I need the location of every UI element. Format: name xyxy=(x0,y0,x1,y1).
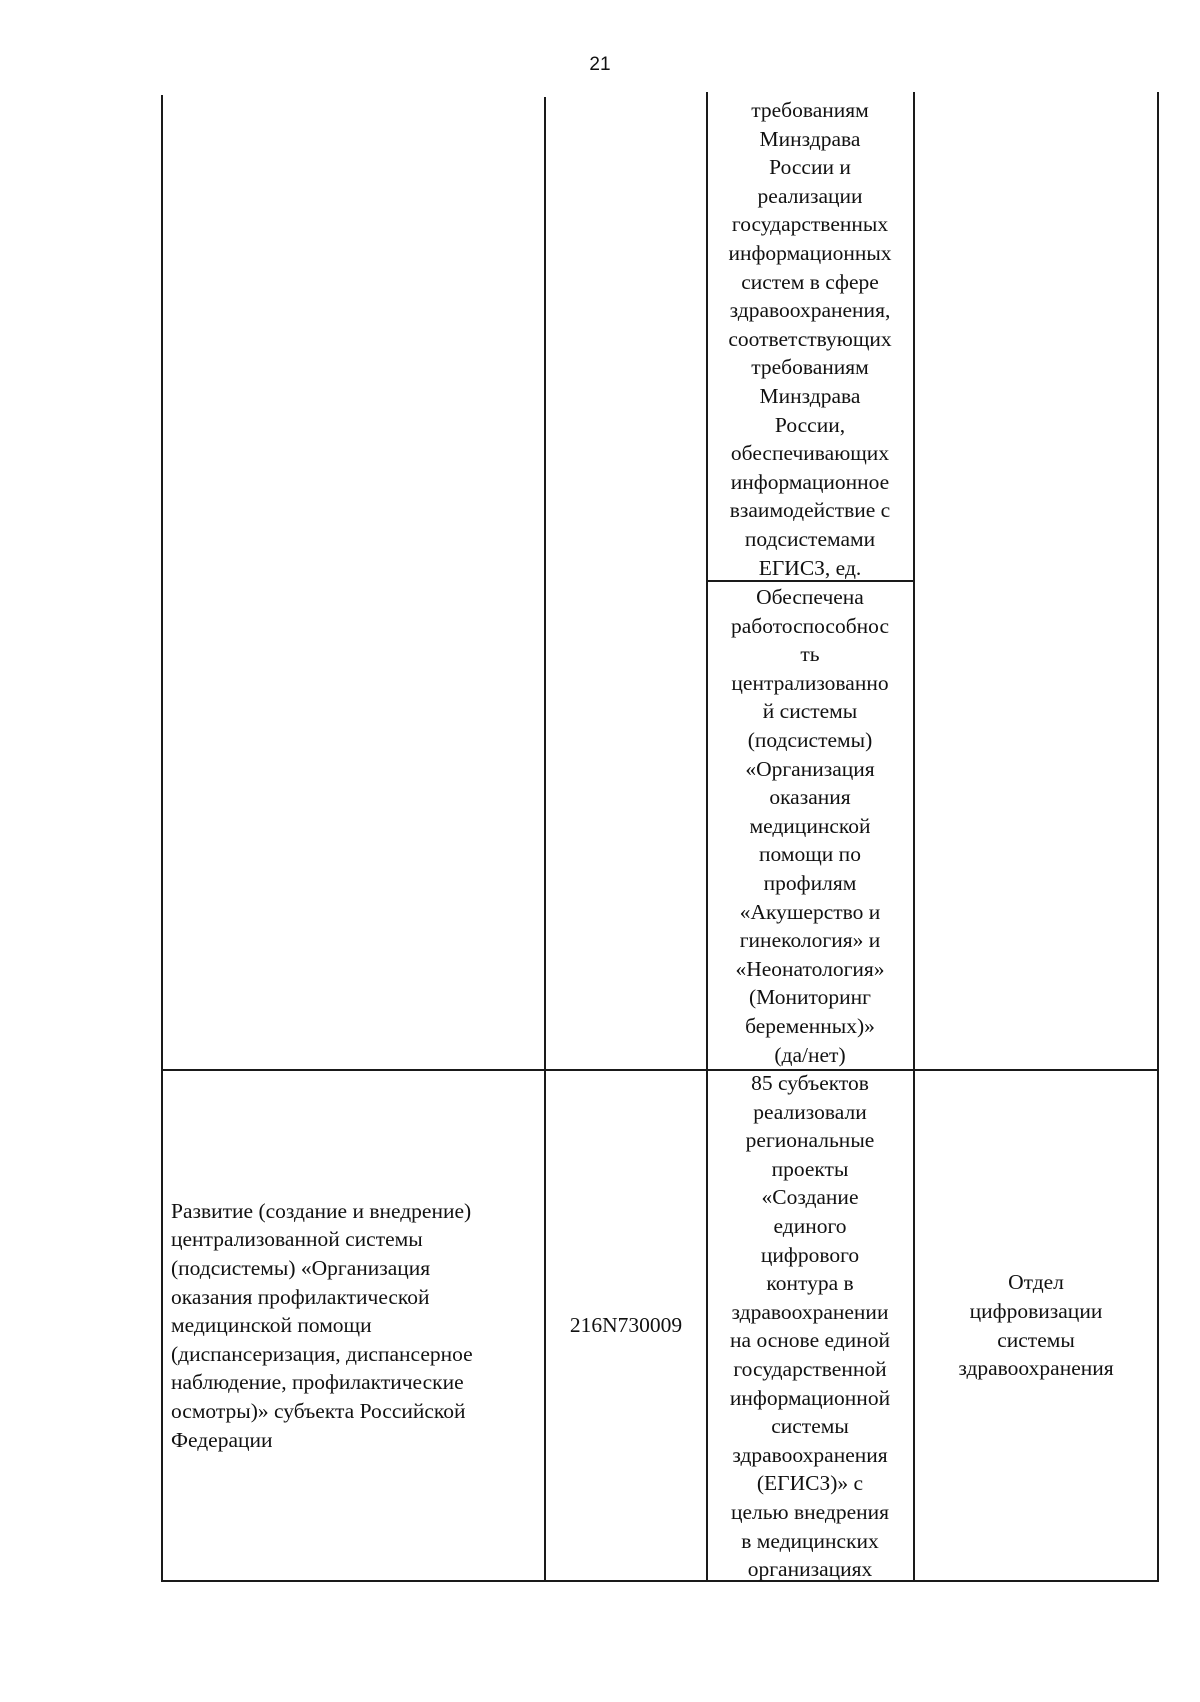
indicator-cell-continued: требованиям Минздрава России и реализации государственных информационных систем в сфере здравоохранения, соответствующих требованиям Минздрава России, обеспечивающих информационное взаимодействие с подсистемами ЕГИСЗ, ед. xyxy=(728,98,892,580)
table-border-bottom xyxy=(161,1580,1159,1582)
table-border-right xyxy=(1157,92,1159,1582)
project-code-cell xyxy=(546,1071,706,1580)
project-code: 216N730009 xyxy=(569,1313,683,1338)
result-cell: 85 субъектов реализовали региональные проекты «Создание единого цифрового контура в здравоохранении на основе единой государственной информационной системы здравоохранения (ЕГИСЗ)» с целью внедрения в медицинских организациях xyxy=(729,1071,891,1582)
responsible-cell: Отдел цифровизации системы здравоохранения xyxy=(958,1270,1114,1381)
indicator-cell-monitoring: Обеспечена работоспособнос ть централизованно й системы (подсистемы) «Организация оказания медицинской помощи по профилям «Акушерство и гинекология» и «Неонатология» (Мониторинг беременных)» (да/нет) xyxy=(731,585,889,1067)
page-number: 21 xyxy=(589,54,611,75)
project-name-cell: Развитие (создание и внедрение) централизованной системы (подсистемы) «Организация оказания профилактической медицинской помощи (диспансеризация, диспансерное наблюдение, профилактические осмотры)» субъекта Российской Федерации xyxy=(171,1198,473,1452)
table-border-left xyxy=(161,95,163,1582)
